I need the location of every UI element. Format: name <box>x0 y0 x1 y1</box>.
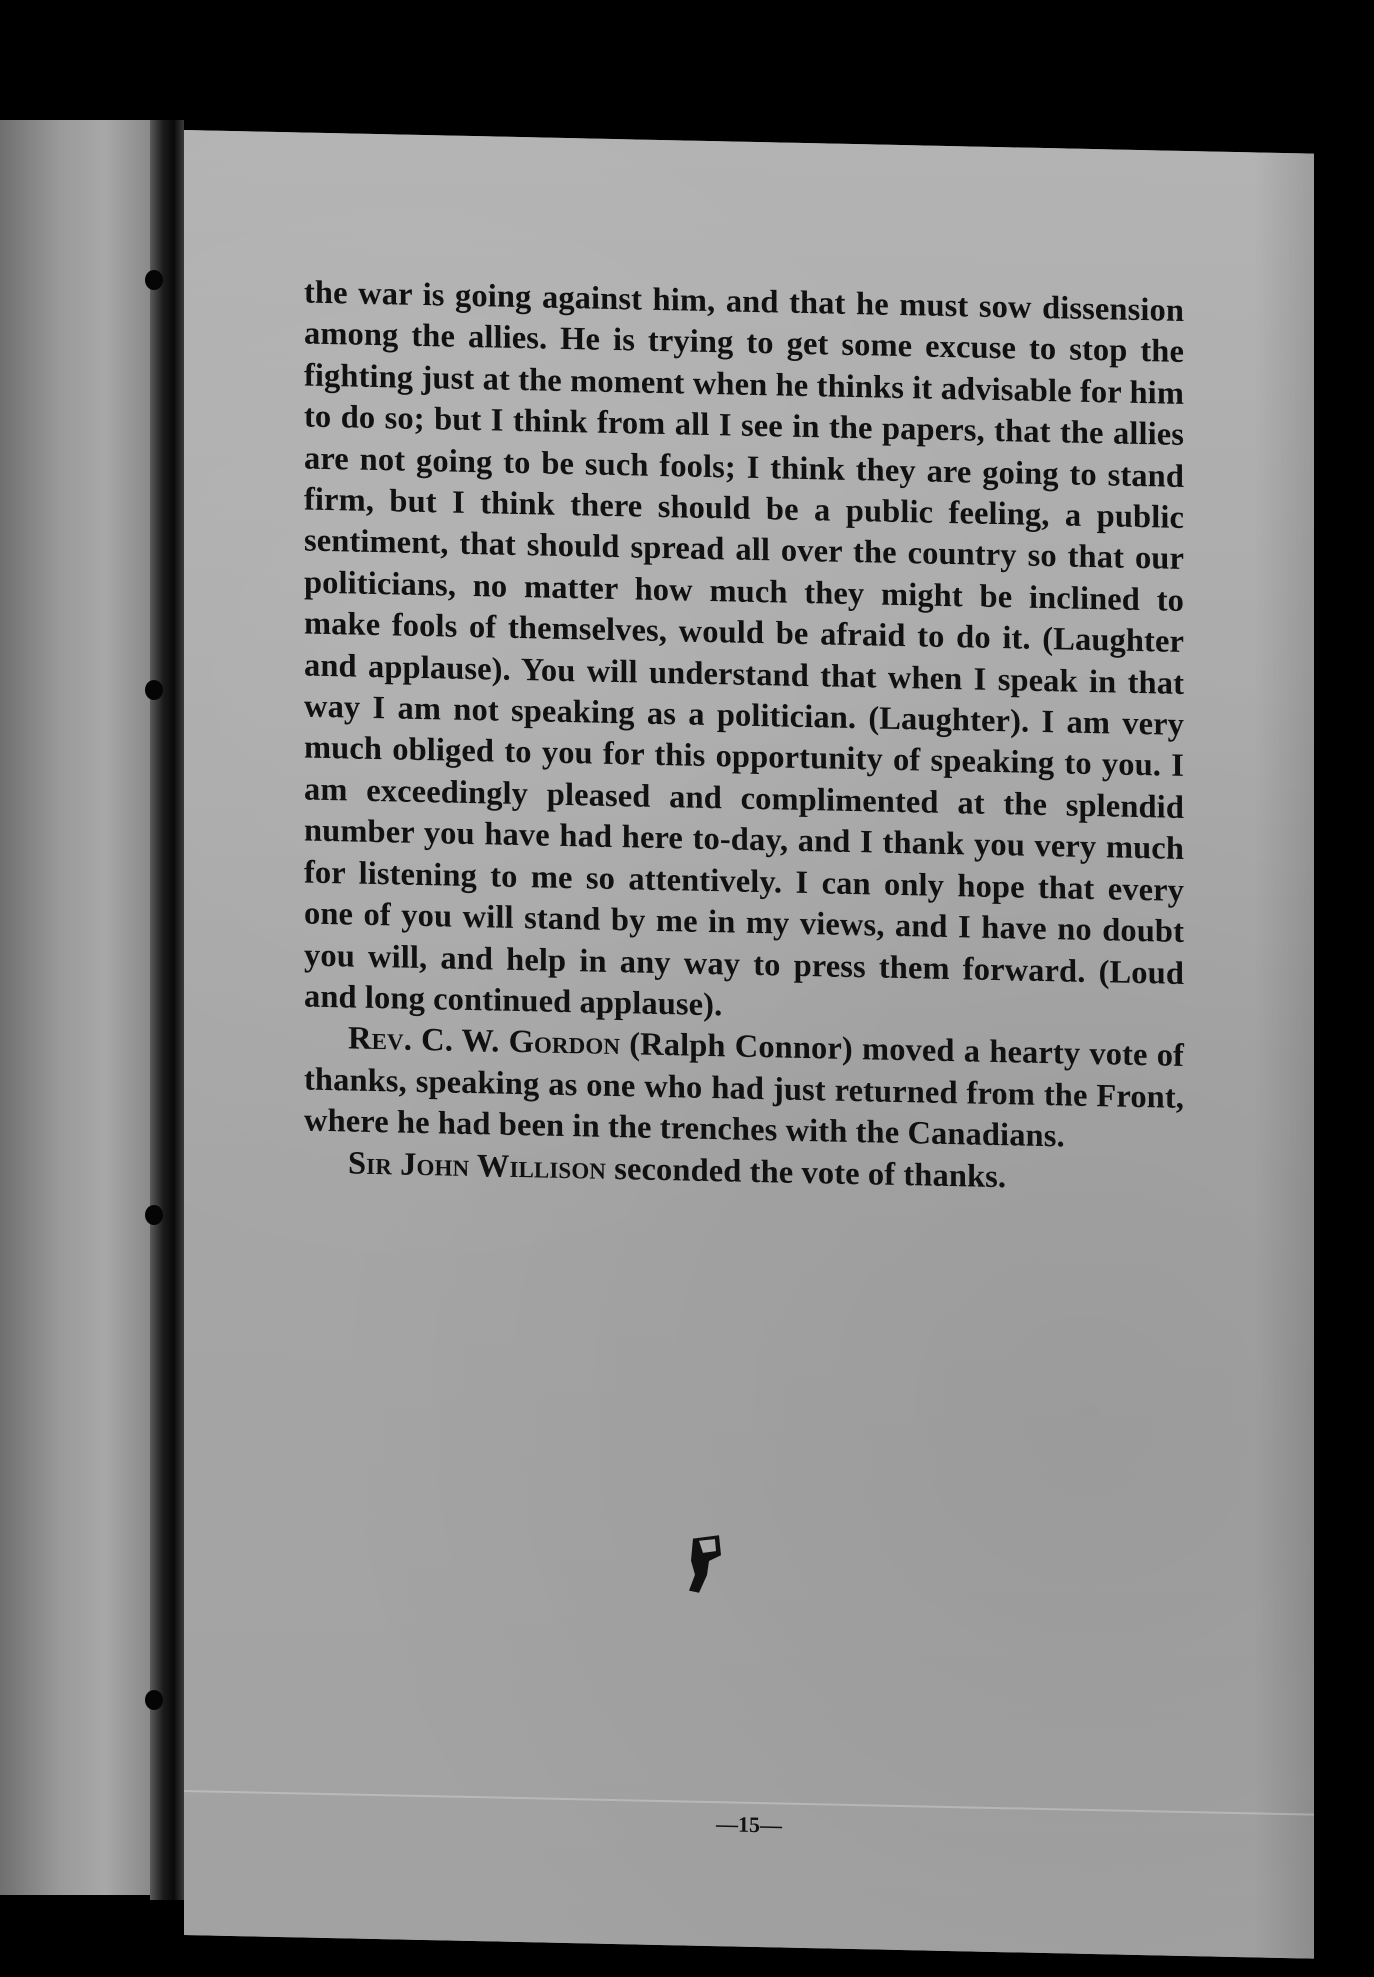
speech-paragraph: the war is going against him, and that he must sow dissension among the allies. He is trying to get some excuse to stop the fighting just at the moment when he thinks it advisable for him to do so; but I think from all I see in the papers, that the allies are not going to be such fools; I think they are going to stand firm, but I think there should be a public feeling, a public sentiment, that should spread all over the country so that our politicians, no matter how much they might be inclined to make fools of themselves, would be afraid to do it. (Laughter and applause). You will understand that when I speak in that way I am not speaking as a politician. (Laughter). I am very much obliged to you for this opportunity of speaking to you. I am exceedingly pleased and complimented at the splendid number you have had here to-day, and I thank you very much for listening to me so attentively. I can only hope that every one of you will stand by me in my views, and I have no doubt you will, and help in any way to press them forward. (Loud and long continued applause). <box>304 274 1184 1024</box>
body-text <box>304 273 1184 1202</box>
binding-stitch <box>145 1690 163 1710</box>
speaker-name: Sir John Willison <box>348 1144 607 1187</box>
facing-page-edge <box>0 120 150 1895</box>
page-number: —15— <box>716 1811 782 1838</box>
speaker-name: Rev. C. W. Gordon <box>348 1020 621 1063</box>
book-spine <box>150 120 184 1900</box>
binding-stitch <box>145 1205 163 1225</box>
book-page <box>184 130 1314 1959</box>
binding-stitch <box>145 680 163 700</box>
willison-text: seconded the vote of thanks. <box>606 1150 1007 1195</box>
printer-ornament-icon <box>679 1530 729 1601</box>
gordon-paragraph <box>304 1018 1184 1161</box>
binding-stitch <box>145 270 163 290</box>
page-shadow <box>1254 152 1314 1958</box>
gordon-text: (Ralph Connor) moved a hearty vote of thanks, speaking as one who had just returned from the Front, where he had been in the trenches with the Canadians. <box>304 1026 1184 1155</box>
